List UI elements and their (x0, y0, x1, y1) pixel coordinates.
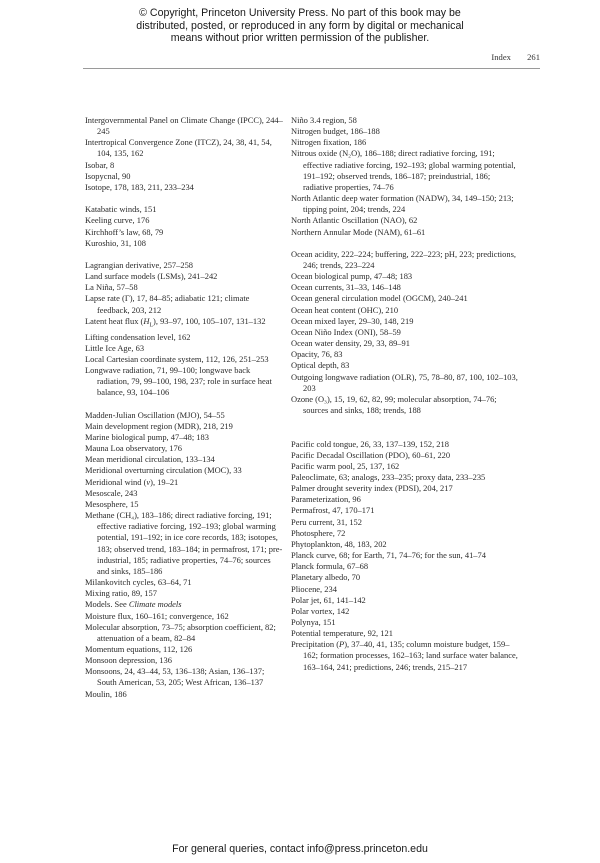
entry-spacer (85, 399, 283, 410)
index-entry: Local Cartesian coordinate system, 112, 126, 251–253 (85, 353, 269, 364)
running-head-title: Index (491, 52, 511, 62)
index-entry: Meridional wind (v), 19–21 (85, 476, 179, 487)
index-entry: Mixing ratio, 89, 157 (85, 588, 157, 599)
index-entry: Madden-Julian Oscillation (MJO), 54–55 (85, 409, 225, 420)
entry-spacer (291, 238, 519, 249)
index-entry: Lagrangian derivative, 257–258 (85, 260, 194, 270)
index-entry: Isotope, 178, 183, 211, 233–234 (85, 181, 194, 192)
index-entry: Meridional overturning circulation (MOC), 33 (85, 465, 242, 476)
running-head (491, 52, 540, 62)
index-entry: Peru current, 31, 152 (291, 516, 362, 527)
copyright-line-2: distributed, posted, or reproduced in any form by digital or mechanical (136, 19, 464, 32)
index-entry: Methane (CH₄), 183–186; direct radiative forcing, 191; effective radiative forcing, 192–193; global warming potential, 191–192; in ice core records, 183; isotopes, 183; observed trend, 183–184; in permafrost, 171; pre-industrial, 185; radiative properties, 74–76; sources and sinks, 185–186 (85, 510, 283, 576)
index-entry: Kirchhoff’s law, 68, 79 (85, 226, 164, 237)
index-entry: Nitrous oxide (N₂O), 186–188; direct radiative forcing, 191; effective radiative forcing, 192–193; global warming potential, 191–192; observed trends, 186–187; preindustrial, 186; radiative properties, 74–76 (291, 148, 516, 192)
index-entry: Momentum equations, 112, 126 (85, 643, 193, 654)
index-entry: Ocean heat content (OHC), 210 (291, 304, 399, 315)
index-entry: Planetary albedo, 70 (291, 572, 361, 583)
index-entry: Planck curve, 68; for Earth, 71, 74–76; for the sun, 41–74 (291, 550, 486, 561)
index-entry: Little Ice Age, 63 (85, 342, 145, 353)
index-entry: Polynya, 151 (291, 617, 336, 627)
page-number: 261 (527, 52, 540, 62)
index-entry: Pacific warm pool, 25, 137, 162 (291, 460, 400, 471)
index-entry: Precipitation (P), 37–40, 41, 135; column moisture budget, 159–162; formation processes, 162–163; land surface water balance, 163–164, 241; predictions, 246; trends, 215–217 (291, 639, 518, 672)
index-entry: Latent heat flux $(H_L)$, 93–97, 100, 105–107, 131–132 (85, 315, 266, 329)
index-entry: Lifting condensation level, 162 (85, 331, 191, 342)
index-entry: Ozone (O₃), 15, 19, 62, 82, 99; molecular absorption, 74–76; sources and sinks, 188; trends, 188 (291, 393, 497, 416)
index-entry: Potential temperature, 92, 121 (291, 628, 393, 639)
index-entry: Moulin, 186 (85, 688, 127, 699)
index-entry: Ocean mixed layer, 29–30, 148, 219 (291, 315, 414, 326)
index-entry: Longwave radiation, 71, 99–100; longwave back radiation, 79, 99–100, 198, 237; role in surface heat balance, 93, 104–106 (85, 365, 272, 398)
index-entry: Mean meridional circulation, 133–134 (85, 454, 215, 465)
index-entry: Models. See Climate models (85, 599, 182, 610)
index-entry: North Atlantic Oscillation (NAO), 62 (291, 215, 418, 226)
index-entry: Palmer drought severity index (PDSI), 204, 217 (291, 483, 453, 494)
index-entry: Permafrost, 47, 170–171 (291, 505, 375, 516)
index-entry: Isopycnal, 90 (85, 170, 131, 181)
index-entry: Photosphere, 72 (291, 527, 346, 538)
index-entry: La Niña, 57–58 (85, 282, 138, 293)
index-entry: Mesosphere, 15 (85, 498, 139, 509)
index-entry: Main development region (MDR), 218, 219 (85, 420, 233, 431)
index-column-left (85, 115, 283, 700)
index-entry: Ocean water density, 29, 33, 89–91 (291, 338, 410, 349)
index-entry: Lapse rate (Γ), 17, 84–85; adiabatic 121; climate feedback, 203, 212 (85, 293, 250, 315)
index-entry: Milankovitch cycles, 63–64, 71 (85, 577, 192, 588)
entry-spacer (291, 416, 519, 438)
index-entry: Planck formula, 67–68 (291, 561, 369, 572)
index-entry: Mesoscale, 243 (85, 487, 138, 498)
index-entry: Marine biological pump, 47–48; 183 (85, 432, 209, 443)
footer-contact: For general queries, contact info@press.princeton.edu (172, 843, 428, 855)
index-column-right (291, 115, 519, 673)
index-entry: Pliocene, 234 (291, 583, 337, 594)
index-entry: Land surface models (LSMs), 241–242 (85, 271, 218, 282)
index-entry: Kuroshio, 31, 108 (85, 237, 146, 248)
index-entry: Polar vortex, 142 (291, 605, 350, 616)
index-entry: Mauna Loa observatory, 176 (85, 443, 182, 454)
index-entry: Keeling curve, 176 (85, 215, 150, 226)
index-entry: Pacific cold tongue, 26, 33, 137–139, 152, 218 (291, 438, 449, 449)
index-entry: Northern Annular Mode (NAM), 61–61 (291, 226, 426, 237)
index-entry: Molecular absorption, 73–75; absorption coefficient, 82; attenuation of a beam, 82–84 (85, 621, 276, 643)
index-entry: Nitrogen budget, 186–188 (291, 126, 380, 137)
index-entry: Intertropical Convergence Zone (ITCZ), 24, 38, 41, 54, 104, 135, 162 (85, 137, 272, 159)
index-entry: Niño 3.4 region, 58 (291, 115, 357, 125)
index-entry: Pacific Decadal Oscillation (PDO), 60–61, 220 (291, 449, 451, 460)
index-entry: Monsoons, 24, 43–44, 53, 136–138; Asian, 136–137; South American, 53, 205; West African, 136–137 (85, 666, 265, 688)
index-entry: North Atlantic deep water formation (NADW), 34, 149–150; 213; tipping point, 204; trends, 224 (291, 193, 514, 215)
copyright-line-1: © Copyright, Princeton University Press. No part of this book may be (139, 7, 461, 19)
index-entry: Ocean Niño Index (ONI), 58–59 (291, 326, 401, 337)
index-entry: Parameterization, 96 (291, 494, 361, 505)
index-entry: Optical depth, 83 (291, 360, 350, 371)
header-rule (83, 68, 540, 69)
index-entry: Ocean biological pump, 47–48; 183 (291, 271, 413, 282)
copyright-line-3: means without prior written permission of the publisher. (170, 32, 430, 45)
index-entry: Monsoon depression, 136 (85, 655, 172, 666)
index-entry: Polar jet, 61, 141–142 (291, 594, 366, 605)
copyright-notice (0, 7, 600, 45)
index-entry: Nitrogen fixation, 186 (291, 137, 367, 148)
index-entry: Moisture flux, 160–161; convergence, 162 (85, 610, 229, 621)
index-entry: Paleoclimate, 63; analogs, 233–235; proxy data, 233–235 (291, 471, 486, 482)
index-entry: Intergovernmental Panel on Climate Change (IPCC), 244–245 (85, 115, 283, 137)
index-entry: Opacity, 76, 83 (291, 349, 343, 360)
index-entry: Outgoing longwave radiation (OLR), 75, 78–80, 87, 100, 102–103, 203 (291, 371, 518, 393)
index-entry: Isobar, 8 (85, 159, 115, 170)
index-entry: Ocean acidity, 222–224; buffering, 222–223; pH, 223; predictions, 246; trends, 223–224 (291, 248, 516, 271)
index-entry: Phytoplankton, 48, 183, 202 (291, 538, 387, 549)
index-entry: Ocean general circulation model (OGCM), 240–241 (291, 293, 468, 304)
index-entry: Ocean currents, 31–33, 146–148 (291, 282, 401, 293)
entry-spacer (85, 249, 283, 260)
entry-spacer (85, 193, 283, 204)
index-entry: Katabatic winds, 151 (85, 204, 157, 215)
